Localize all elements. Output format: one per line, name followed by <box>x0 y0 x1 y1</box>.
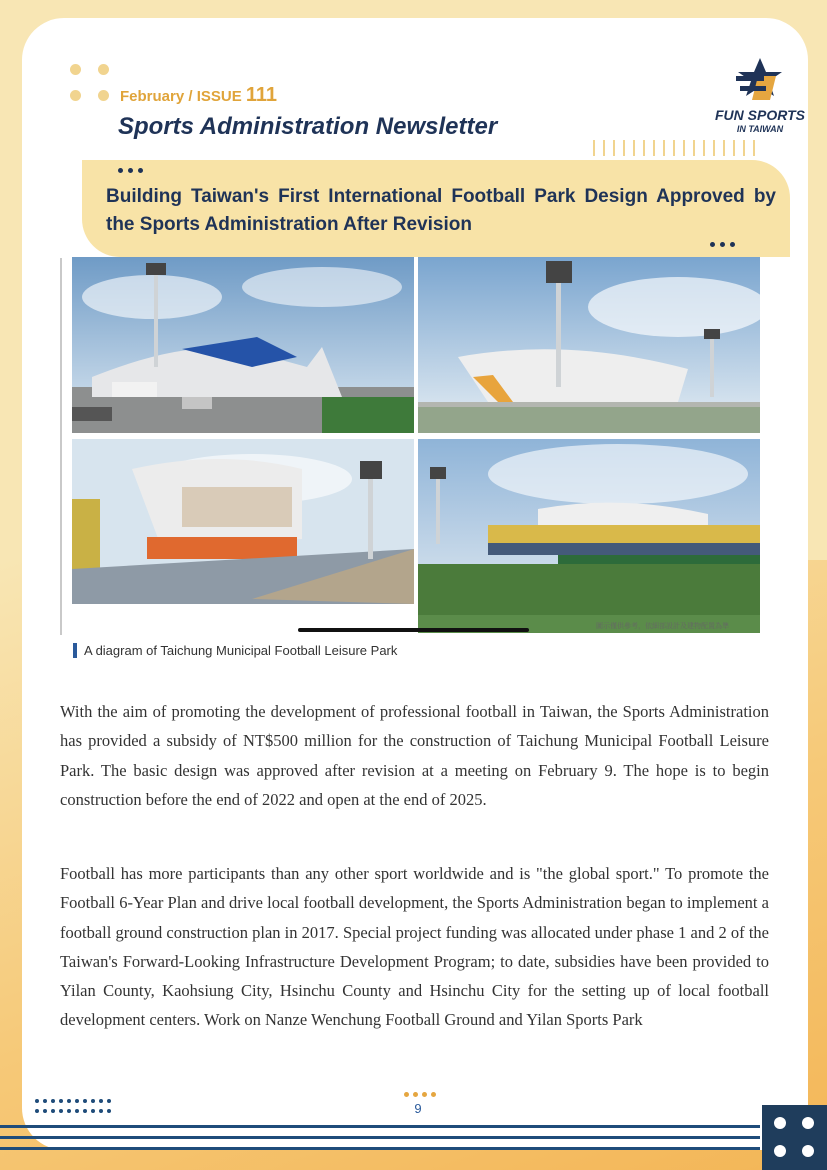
logo-text: FUN SPORTS <box>715 107 805 123</box>
decorative-dots <box>118 168 143 173</box>
rendering-grandstand-exterior <box>418 257 760 433</box>
decorative-dots <box>404 1092 436 1097</box>
article-paragraph: Football has more participants than any other sport worldwide and is "the global sport." To promote the Football 6-Year Plan and drive local football development, the Sports Administration began to implement a football ground construction plan in 2017. Special project funding was allocated under phase 1 and 2 of the Taiwan's Forward-Looking Infrastructure Development Program; to date, subsidies have been provided to Yilan County, Kaohsiung City, Hsinchu County and Hsinchu City for the setting up of local football development centers. Work on Nanze Wenchung Football Ground and Yilan Sports Park <box>60 864 769 1030</box>
image-caption: A diagram of Taichung Municipal Football Leisure Park <box>84 643 398 658</box>
rendering-entrance <box>72 257 414 433</box>
caption-marker <box>73 643 77 658</box>
logo-subtext: IN TAIWAN <box>736 124 784 134</box>
decorative-dots <box>710 242 735 247</box>
stadium-renderings <box>72 257 760 633</box>
fun-sports-logo <box>708 56 808 142</box>
newsletter-title: Sports Administration Newsletter <box>118 113 498 140</box>
issue-number: 111 <box>245 84 278 106</box>
footer-rules <box>0 1125 760 1155</box>
decorative-dots <box>70 64 114 104</box>
corner-dots-block <box>762 1105 827 1170</box>
article-paragraph: With the aim of promoting the development of professional football in Taiwan, the Sports Administration has provided a subsidy of NT$500 million for the construction of Taichung Municipal Football Leisure Park. The basic design was approved after revision at a meeting on February 9. The hope is to begin construction before the end of 2022 and open at the end of 2025. <box>60 702 769 809</box>
rendering-stands-interior <box>72 439 414 604</box>
issue-label: February / ISSUE 111 <box>120 84 278 106</box>
image-credit: 圖示僅供參考，依細部設計及建物配置為準 <box>596 623 729 630</box>
rendering-pitch-view <box>418 439 760 633</box>
page-number: 9 <box>414 1101 422 1116</box>
image-scrollbar <box>298 628 529 632</box>
decorative-ticks <box>590 138 758 158</box>
image-side-rule <box>60 258 62 635</box>
article-headline: Building Taiwan's First International Football Park Design Approved by the Sports Administration After Revision <box>106 186 776 235</box>
star-logo-icon <box>730 56 790 108</box>
headline-box <box>82 160 790 257</box>
decorative-dot-grid <box>35 1099 115 1113</box>
